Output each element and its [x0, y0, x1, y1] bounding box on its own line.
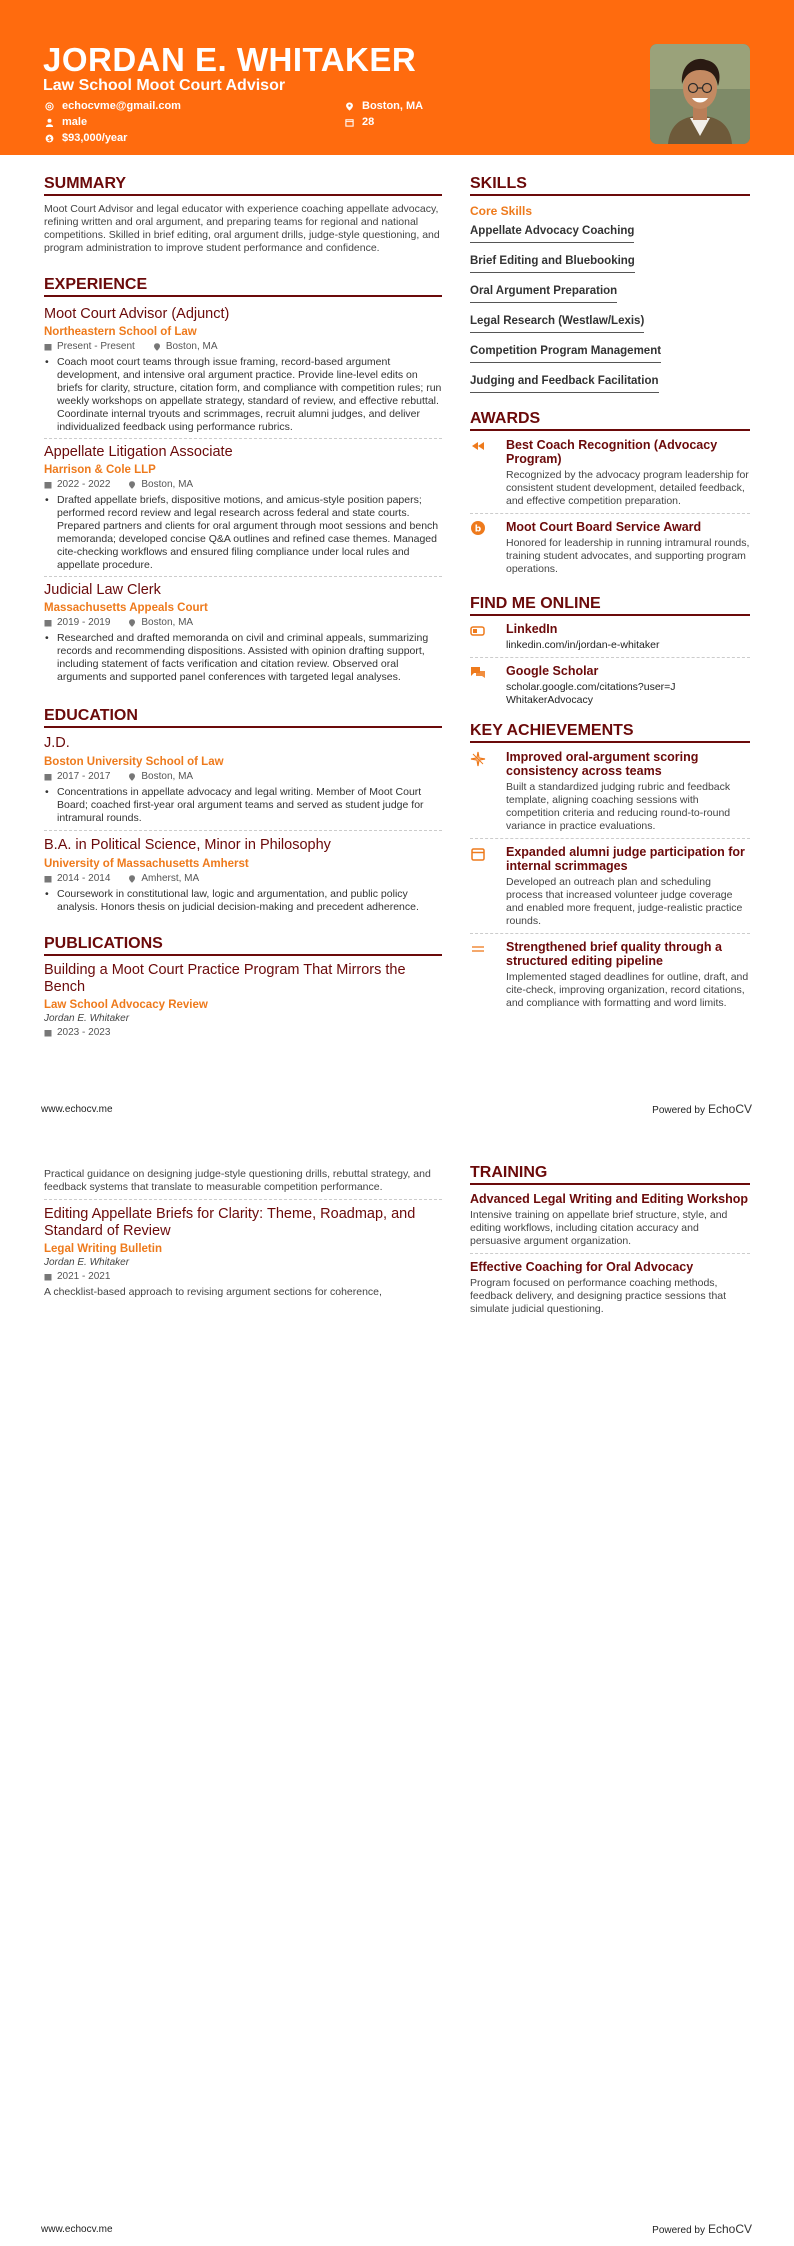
chat-icon: [470, 665, 486, 681]
footer-site[interactable]: www.echocv.me: [41, 2224, 113, 2235]
person-icon: [45, 118, 54, 127]
publication-author: Jordan E. Whitaker: [44, 1257, 130, 1268]
megaphone-icon: [470, 438, 486, 454]
publication-author: Jordan E. Whitaker: [44, 1013, 130, 1024]
training-text: Intensive training on appellate brief structure, style, and editing workflows, including citation accuracy and persuasive argument organization.: [470, 1209, 728, 1247]
calendar-icon: [470, 846, 486, 862]
skill-item: Legal Research (Westlaw/Lexis): [470, 314, 644, 333]
job-dates: Present - Present: [57, 341, 135, 352]
salary-text: $93,000/year: [62, 132, 128, 144]
salary-row: [45, 132, 127, 145]
education-description: • Concentrations in appellate advocacy and legal writing. Member of Moot Court Board; coached first-year oral argument teams and served as student judge for intramural rounds.: [44, 786, 442, 825]
map-pin-icon: [345, 102, 354, 111]
education-meta: [44, 771, 442, 783]
calendar-icon: [345, 118, 354, 127]
email-text: echocvme@gmail.com: [62, 100, 181, 112]
powered-by-text: Powered by: [652, 2225, 705, 2236]
degree: B.A. in Political Science, Minor in Philosophy: [44, 837, 331, 853]
experience-entry: [44, 444, 442, 572]
award-title: Best Coach Recognition (Advocacy Program): [506, 438, 718, 466]
achievement-title: Expanded alumni judge participation for internal scrimmages: [506, 845, 745, 873]
achievement-text: Developed an outreach plan and scheduling process that increased volunteer judge coverage and enabled more frequent, judge-realistic practice rounds.: [506, 876, 743, 927]
education-description: • Coursework in constitutional law, logic and argumentation, and public policy analysis. Honors thesis on judicial decision-making and precedent adherence.: [44, 888, 442, 914]
online-url[interactable]: linkedin.com/in/jordan-e-whitaker: [506, 639, 660, 651]
award-title: Moot Court Board Service Award: [506, 520, 702, 534]
education-dates: 2017 - 2017: [57, 771, 111, 782]
left-column-continued: [44, 1168, 442, 1299]
training-item: [470, 1260, 750, 1316]
job-location: [128, 617, 193, 629]
avatar: [650, 44, 750, 144]
publication-description: A checklist-based approach to revising argument sections for coherence,: [44, 1286, 382, 1298]
at-icon: [45, 102, 54, 111]
publications-heading: PUBLICATIONS: [44, 934, 442, 956]
entry-divider: [44, 1199, 442, 1200]
skills-list: [470, 221, 750, 393]
job-title: Moot Court Advisor (Adjunct): [44, 306, 230, 322]
education-heading: EDUCATION: [44, 706, 442, 728]
job-dates: 2022 - 2022: [57, 479, 111, 490]
calendar-icon: [44, 1029, 52, 1037]
brand-name: EchoCV: [707, 1102, 752, 1116]
publication-entry: [44, 1206, 442, 1299]
training-heading: TRAINING: [470, 1163, 750, 1185]
job-location-text: Boston, MA: [141, 617, 194, 628]
entry-divider: [470, 513, 750, 514]
skill-item: Appellate Advocacy Coaching: [470, 224, 634, 243]
job-location-text: Boston, MA: [165, 341, 218, 352]
employer: Harrison & Cole LLP: [44, 464, 156, 476]
online-label: LinkedIn: [506, 622, 558, 636]
skills-subheading: Core Skills: [470, 204, 533, 218]
resume-page-2: [0, 1125, 794, 2246]
skill-item: Competition Program Management: [470, 344, 661, 363]
award-text: Recognized by the advocacy program leadership for consistent student development, detailed feedback, and effective competition preparation.: [506, 469, 749, 507]
skill-item: Brief Editing and Bluebooking: [470, 254, 635, 273]
left-column: [44, 174, 442, 1039]
experience-entry: [44, 582, 442, 684]
job-meta: [44, 479, 442, 491]
online-url[interactable]: scholar.google.com/citations?user=JWhitakerAdvocacy: [506, 681, 676, 706]
employer: Massachusetts Appeals Court: [44, 602, 208, 614]
training-text: Program focused on performance coaching methods, feedback delivery, and designing practice sessions that simulate judicial questioning.: [470, 1277, 727, 1315]
publication-entry: [44, 962, 442, 1039]
online-item-linkedin[interactable]: [470, 622, 750, 652]
publication-dates: 2021 - 2021: [57, 1271, 111, 1282]
map-pin-icon: [128, 619, 136, 627]
job-title: Appellate Litigation Associate: [44, 444, 233, 460]
gender-row: [45, 116, 87, 129]
online-heading: FIND ME ONLINE: [470, 594, 750, 616]
award-item: [470, 438, 750, 508]
entry-divider: [44, 830, 442, 831]
linkedin-icon: [470, 623, 486, 639]
skill-item: Oral Argument Preparation: [470, 284, 617, 303]
entry-divider: [44, 576, 442, 577]
education-entry: [44, 735, 442, 825]
footer-powered[interactable]: [652, 1102, 752, 1116]
map-pin-icon: [128, 875, 136, 883]
publication-meta: [44, 1271, 442, 1283]
right-column: [470, 174, 750, 1010]
publication-venue: Law School Advocacy Review: [44, 999, 208, 1011]
calendar-icon: [44, 773, 52, 781]
school: Boston University School of Law: [44, 756, 224, 768]
education-meta: [44, 873, 442, 885]
achievement-item: [470, 750, 750, 833]
powered-by-text: Powered by: [652, 1105, 705, 1116]
online-label: Google Scholar: [506, 664, 599, 678]
age-row: [345, 116, 374, 129]
calendar-icon: [44, 343, 52, 351]
map-pin-icon: [153, 343, 161, 351]
calendar-icon: [44, 1273, 52, 1281]
achievement-text: Implemented staged deadlines for outline, draft, and cite-check, improving organization, record citations, and compliance with formatting and word limits.: [506, 971, 749, 1009]
experience-entry: [44, 306, 442, 434]
summary-text: Moot Court Advisor and legal educator with experience coaching appellate advocacy, refining written and oral argument, and preparing teams for regional and national competitions. Skilled in brief editing, oral argument drills, judge-style questioning, and program administration to improve student performance and confidence.: [44, 203, 440, 254]
training-title: Effective Coaching for Oral Advocacy: [470, 1260, 694, 1274]
svg-text:$: $: [47, 135, 52, 143]
email-row[interactable]: [45, 100, 181, 113]
lines-icon: [470, 941, 486, 957]
job-meta: [44, 341, 442, 353]
footer-powered[interactable]: [652, 2222, 752, 2236]
skill-item: Judging and Feedback Facilitation: [470, 374, 659, 393]
achievement-item: [470, 845, 750, 928]
svg-text:b: b: [474, 524, 482, 535]
sparkle-icon: [470, 751, 486, 767]
degree: J.D.: [44, 735, 70, 751]
skills-heading: SKILLS: [470, 174, 750, 196]
achievement-title: Improved oral-argument scoring consistency across teams: [506, 750, 699, 778]
training-item: [470, 1192, 750, 1248]
entry-divider: [470, 1253, 750, 1254]
footer-site[interactable]: www.echocv.me: [41, 1104, 113, 1115]
education-location: [128, 771, 193, 783]
publication-meta: [44, 1027, 442, 1039]
job-location: [153, 341, 218, 353]
job-location: [128, 479, 193, 491]
achievement-text: Built a standardized judging rubric and feedback template, aligning coaching sessions with competition criteria and reducing round-to-round variance in practice evaluations.: [506, 781, 731, 832]
achievements-heading: KEY ACHIEVEMENTS: [470, 721, 750, 743]
map-pin-icon: [128, 773, 136, 781]
job-dates: 2019 - 2019: [57, 617, 111, 628]
summary-heading: SUMMARY: [44, 174, 442, 196]
calendar-icon: [44, 619, 52, 627]
job-description: • Drafted appellate briefs, dispositive motions, and amicus-style position papers; performed record review and legal research across federal and state courts. Prepared partners and clients for oral argument through moot sessions and bench memoranda; developed concise Q&A outlines and refined case themes. Managed cite-checking workflows and ensured filing compliance under local rules and appellate procedure.: [44, 494, 442, 572]
profile-photo: [650, 44, 750, 144]
job-title: Judicial Law Clerk: [44, 582, 161, 598]
job-description: • Coach moot court teams through issue framing, record-based argument development, and intensive oral argument practice. Provide line-level edits on briefs for clarity, structure, citation form, and compliance with competition rules; run weekly workshops on appellate strategy, standard of review, and effective rebuttal. Coordinate internal tryouts and scrimmages, recruit alumni judges, and deliver individualized feedback using performance rubrics.: [44, 356, 442, 434]
education-location-text: Boston, MA: [141, 771, 194, 782]
header-banner: [0, 0, 794, 155]
location-text: Boston, MA: [362, 100, 424, 112]
training-title: Advanced Legal Writing and Editing Workshop: [470, 1192, 749, 1206]
badge-icon: [470, 520, 486, 536]
employer: Northeastern School of Law: [44, 326, 197, 338]
achievement-item: [470, 940, 750, 1010]
job-meta: [44, 617, 442, 629]
publication-venue: Legal Writing Bulletin: [44, 1243, 162, 1255]
experience-heading: EXPERIENCE: [44, 275, 442, 297]
candidate-name: JORDAN E. WHITAKER: [43, 41, 417, 78]
candidate-title: Law School Moot Court Advisor: [43, 77, 286, 94]
gender-text: male: [62, 116, 88, 128]
award-text: Honored for leadership in running intramural rounds, training student advocates, and supporting program operations.: [506, 537, 750, 575]
calendar-icon: [44, 875, 52, 883]
award-item: [470, 520, 750, 576]
education-dates: 2014 - 2014: [57, 873, 111, 884]
entry-divider: [470, 657, 750, 658]
money-icon: [45, 134, 54, 143]
location-row: [345, 100, 423, 113]
publication-title: Building a Moot Court Practice Program That Mirrors the Bench: [44, 962, 406, 995]
publication-description: Practical guidance on designing judge-style questioning drills, rebuttal strategy, and feedback systems that translate to measurable competition performance.: [44, 1168, 431, 1193]
job-description: • Researched and drafted memoranda on civil and criminal appeals, summarizing records and recommending dispositions. Assisted with opinion drafting support, including statement of facts verification and citation review. Observed oral arguments and supported panel conferences with targeted legal analyses.: [44, 632, 442, 684]
publication-title: Editing Appellate Briefs for Clarity: Theme, Roadmap, and Standard of Review: [44, 1206, 416, 1239]
entry-divider: [44, 438, 442, 439]
education-location: [128, 873, 199, 885]
entry-divider: [470, 838, 750, 839]
school: University of Massachusetts Amherst: [44, 858, 249, 870]
publication-dates: 2023 - 2023: [57, 1027, 111, 1038]
age-text: 28: [362, 116, 375, 128]
education-entry: [44, 837, 442, 914]
entry-divider: [470, 933, 750, 934]
education-location-text: Amherst, MA: [141, 873, 200, 884]
job-location-text: Boston, MA: [141, 479, 194, 490]
achievement-title: Strengthened brief quality through a structured editing pipeline: [506, 940, 722, 968]
awards-heading: AWARDS: [470, 409, 750, 431]
right-column-continued: [470, 1163, 750, 1316]
calendar-icon: [44, 481, 52, 489]
map-pin-icon: [128, 481, 136, 489]
brand-name: EchoCV: [707, 2222, 752, 2236]
online-item-scholar[interactable]: [470, 664, 750, 707]
